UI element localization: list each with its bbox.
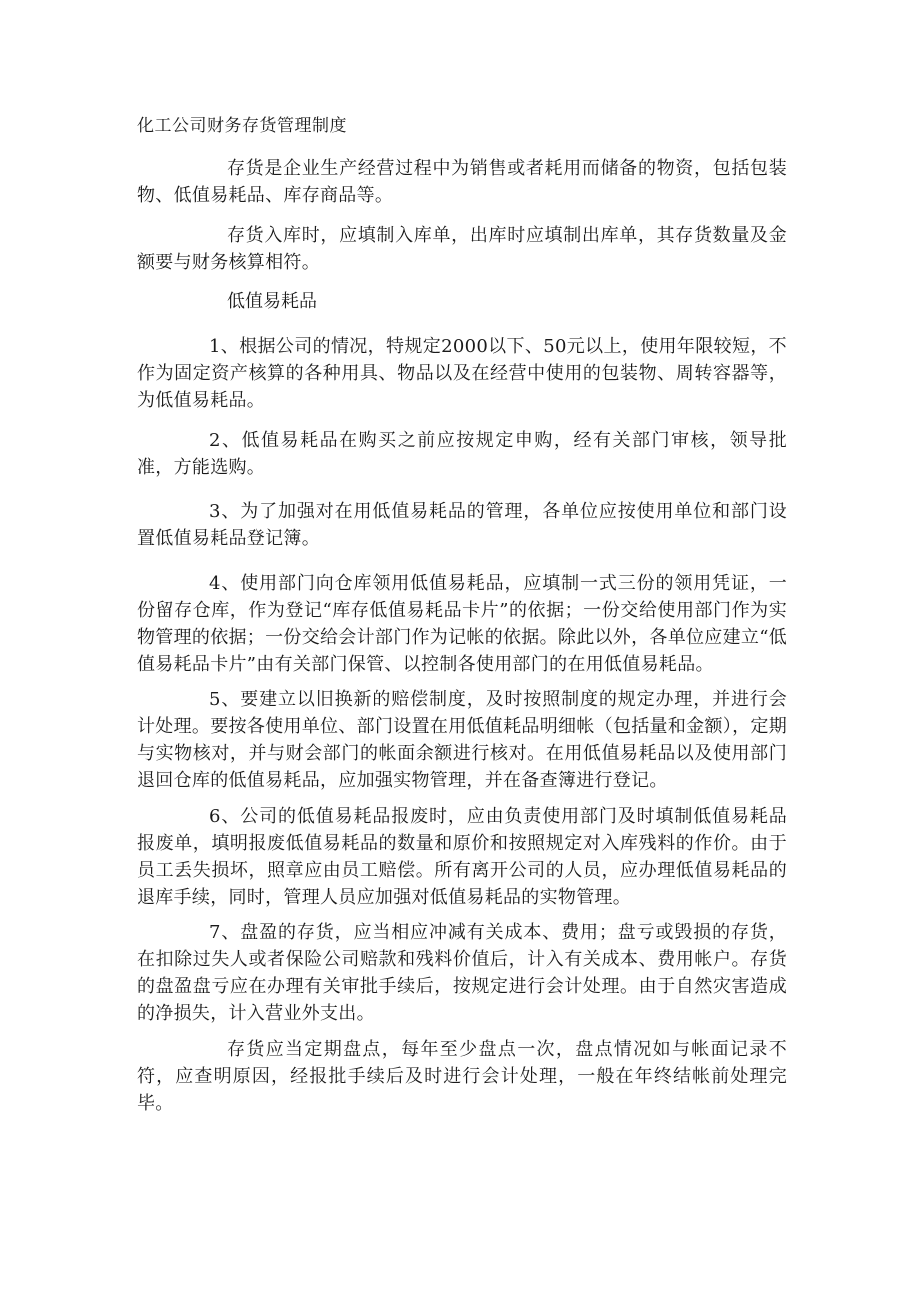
list-item: 7、盘盈的存货，应当相应冲减有关成本、费用；盘亏或毁损的存货，在扣除过失人或者保险公司赔款和残料价值后，计入有关成本、费用帐户。存货的盘盈盘亏应在办理有关审批手续后，按规定进行会计处理。由于自然灾害造成的净损失，计入营业外支出。 xyxy=(137,922,787,1024)
intro-paragraph-1: 存货是企业生产经营过程中为销售或者耗用而储备的物资，包括包装物、低值易耗品、库存商品等。 xyxy=(137,158,787,206)
list-item: 2、低值易耗品在购买之前应按规定申购，经有关部门审核，领导批准，方能选购。 xyxy=(137,430,787,478)
list-item: 6、公司的低值易耗品报废时，应由负责使用部门及时填制低值易耗品报废单，填明报废低值易耗品的数量和原价和按照规定对入库残料的作价。由于员工丢失损坏，照章应由员工赔偿。所有离开公司的人员，应办理低值易耗品的退库手续，同时，管理人员应加强对低值易耗品的实物管理。 xyxy=(137,806,787,908)
intro-paragraph-2: 存货入库时，应填制入库单，出库时应填制出库单，其存货数量及金额要与财务核算相符。 xyxy=(137,225,787,273)
list-item: 3、为了加强对在用低值易耗品的管理，各单位应按使用单位和部门设置低值易耗品登记簿。 xyxy=(137,501,787,549)
closing-paragraph: 存货应当定期盘点，每年至少盘点一次，盘点情况如与帐面记录不符，应查明原因，经报批手续后及时进行会计处理，一般在年终结帐前处理完毕。 xyxy=(137,1039,787,1114)
document-title: 化工公司财务存货管理制度 xyxy=(137,116,347,136)
section-heading: 低值易耗品 xyxy=(227,291,317,312)
list-item: 1、根据公司的情况，特规定2000以下、50元以上，使用年限较短，不作为固定资产核算的各种用具、物品以及在经营中使用的包装物、周转容器等，为低值易耗品。 xyxy=(137,336,787,411)
list-item: 5、要建立以旧换新的赔偿制度，及时按照制度的规定办理，并进行会计处理。要按各使用单位、部门设置在用低值耗品明细帐（包括量和金额），定期与实物核对，并与财会部门的帐面余额进行核对。在用低值易耗品以及使用部门退回仓库的低值易耗品，应加强实物管理，并在备查簿进行登记。 xyxy=(137,689,787,791)
list-item: 4、使用部门向仓库领用低值易耗品，应填制一式三份的领用凭证，一份留存仓库，作为登记“库存低值易耗品卡片”的依据；一份交给使用部门作为实物管理的依据；一份交给会计部门作为记帐的依据。除此以外，各单位应建立“低值易耗品卡片”由有关部门保管、以控制各使用部门的在用低值易耗品。 xyxy=(137,573,787,675)
